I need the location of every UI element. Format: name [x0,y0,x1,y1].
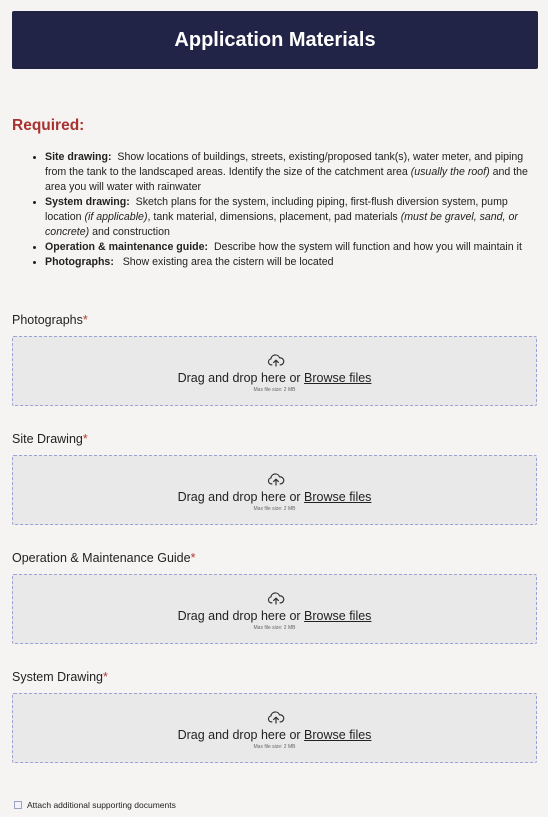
requirement-operation-guide [45,240,536,255]
dropzone-text: Drag and drop here or [177,609,301,623]
requirement-text: Sketch plans for the system, including piping, first-flush diversion system, pump location [45,196,508,223]
page-header [12,11,538,69]
max-file-size: Max file size: 2 MB [253,506,296,512]
cloud-upload-icon [267,710,285,724]
max-file-size: Max file size: 2 MB [253,744,296,750]
dropzone-text: Drag and drop here or [177,728,301,742]
browse-files-link[interactable]: Browse files [304,490,372,504]
dropzone-instructions [13,371,536,385]
requirement-note: (must be gravel, sand, or concrete) [45,211,518,238]
photographs-dropzone[interactable] [12,336,537,406]
dropzone-instructions [13,609,536,623]
browse-files-link[interactable]: Browse files [304,728,372,742]
requirement-text: , tank material, dimensions, placement, pad materials [147,211,398,223]
requirement-photographs [45,255,536,270]
system-drawing-label [12,670,108,684]
site-drawing-dropzone[interactable] [12,455,537,525]
operation-maintenance-guide-label [12,551,195,565]
dropzone-text: Drag and drop here or [177,371,301,385]
dropzone-text: Drag and drop here or [177,490,301,504]
browse-files-link[interactable]: Browse files [304,609,372,623]
max-file-size: Max file size: 2 MB [253,387,296,393]
requirement-text: and the area you will water with rainwater [45,166,528,193]
requirement-site-drawing [45,150,536,195]
attach-label: Attach additional supporting documents [27,800,176,810]
page-title: Application Materials [174,28,376,51]
required-heading: Required: [12,117,85,134]
cloud-upload-icon [267,353,285,367]
requirement-text: Describe how the system will function and how you will maintain it [213,241,522,253]
requirements-list [12,150,536,270]
field-label-text: System Drawing [12,670,103,684]
required-asterisk: * [190,551,196,565]
operation-maintenance-guide-dropzone[interactable] [12,574,537,644]
requirement-term: Operation & maintenance guide: [45,241,209,253]
required-asterisk: * [103,670,108,684]
dropzone-instructions [13,490,536,504]
attach-additional-documents[interactable] [14,800,176,810]
requirement-text: Show locations of buildings, streets, existing/proposed tank(s), water meter, and piping from the tank to the landscaped areas. Identify the size of the catchment area [45,151,524,178]
requirement-system-drawing [45,195,536,240]
required-asterisk: * [82,313,88,327]
requirement-note: (usually the roof) [410,166,490,178]
system-drawing-dropzone[interactable] [12,693,537,763]
required-asterisk: * [82,432,88,446]
max-file-size: Max file size: 2 MB [253,625,296,631]
requirement-text: and construction [92,226,170,238]
dropzone-instructions [13,728,536,742]
requirement-text: Show existing area the cistern will be located [122,256,334,268]
cloud-upload-icon [267,472,285,486]
field-label-text: Site Drawing [12,432,83,446]
requirement-term: System drawing: [45,196,130,208]
requirement-term: Photographs: [45,256,114,268]
requirement-note: (if applicable) [84,211,148,223]
attach-checkbox[interactable] [14,801,22,809]
requirement-term: Site drawing: [45,151,112,163]
field-label-text: Operation & Maintenance Guide [12,551,191,565]
site-drawing-label [12,432,88,446]
field-label-text: Photographs [12,313,83,327]
photographs-label [12,313,88,327]
cloud-upload-icon [267,591,285,605]
browse-files-link[interactable]: Browse files [304,371,372,385]
